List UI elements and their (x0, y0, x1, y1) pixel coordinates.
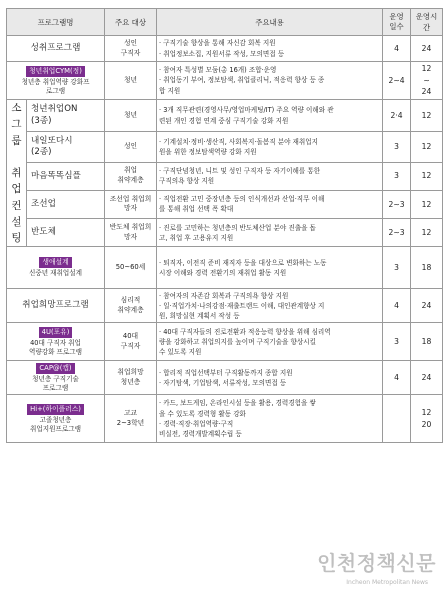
program-table (6, 8, 443, 443)
header-content: 주요내용 (157, 9, 383, 36)
time-cell: 12 (411, 132, 443, 162)
count-cell (383, 395, 411, 443)
program-name: 내일또다시 (2종) (31, 135, 73, 157)
content-cell (157, 395, 383, 443)
content-line: 원을 위한 정보탐색역량 강화 지원 (159, 147, 257, 156)
content-line: · 3개 직무관련(경영사무/영업마케팅/IT) 주요 역량 이해와 관 (159, 106, 334, 115)
target-cell: 청년 (105, 100, 157, 132)
content-line: 을 수 있도록 경력형 활동 강화 (159, 409, 246, 418)
content-line: 를 통해 취업 선택 폭 확대 (159, 205, 234, 214)
program-name: 마음똑똑심플 (31, 170, 81, 181)
content-line: · 자기탐색, 기업탐색, 서류작성, 모의면접 등 (159, 378, 287, 387)
content-line: · 직업전환 고민 중장년층 등의 인식개선과 산업·직무 이해 (159, 195, 325, 204)
count-cell: 3 (383, 162, 411, 190)
count-cell: 4 (383, 36, 411, 62)
time-cell: 18 (411, 247, 443, 289)
content-line: 량을 강화하고 취업의지를 높이며 구직기술을 향상시킬 (159, 337, 316, 346)
content-line: · 일·직업가치·나의강점·재출트랜드 이해, 대인관계향상 지 (159, 301, 325, 310)
content-line: · 취업동기 부여, 정보탐색, 취업클리닉, 적응력 향상 등 종 (159, 76, 325, 85)
target-cell: 50~60세 (105, 247, 157, 289)
target-cell: 청년 (105, 62, 157, 100)
count-cell: 3 (383, 323, 411, 361)
content-cell (157, 247, 383, 289)
table-row (7, 219, 443, 247)
header-count: 운영 일수 (383, 9, 411, 36)
program-highlight-label: 4U(포유) (39, 327, 73, 338)
program-highlight-label: 생애설계 (39, 257, 71, 268)
content-cell (157, 289, 383, 323)
content-line: 시장 이해와 경력 전환기의 재취업 활동 지원 (159, 268, 287, 277)
content-line: · 카드, 보드게임, 온라인시설 등을 활용, 경력경험을 쌓 (159, 399, 316, 408)
target-cell: 심리적 취약계층 (105, 289, 157, 323)
content-line: · 참여자의 자존감 회복과 구직의욕 향상 지원 (159, 291, 289, 300)
target-cell: 반도체 취업희 망자 (105, 219, 157, 247)
count-cell: 2·4 (383, 100, 411, 132)
content-line: · 구직단념청년, 니트 및 성인 구직자 등 자기이해를 통한 (159, 166, 321, 175)
target-cell: 취업희망 청년층 (105, 361, 157, 395)
content-line: 합 지원 (159, 86, 181, 95)
header-time: 운영시간 (411, 9, 443, 36)
program-highlight-label: CAP@(캡) (36, 363, 74, 374)
program-name-cell (27, 132, 105, 162)
target-cell: 취업 취약계층 (105, 162, 157, 190)
count-cell: 2~3 (383, 190, 411, 218)
header-row (7, 9, 443, 36)
program-name: 청년층 취업역량 강화프 로그램 (21, 77, 90, 95)
content-line: · 구직기술 향상을 통해 자신감 회복 지원 (159, 39, 276, 48)
content-cell (157, 219, 383, 247)
count-cell: 2~3 (383, 219, 411, 247)
content-line: 구직의욕 향상 지원 (159, 177, 215, 186)
target-cell: 40대 구직자 (105, 323, 157, 361)
program-name-cell (27, 100, 105, 132)
count-cell: 2~4 (383, 62, 411, 100)
program-name: 조선업 (31, 198, 56, 209)
content-line: 수 있도록 지원 (159, 348, 202, 356)
program-name-cell (27, 219, 105, 247)
program-name: 취업희망프로그램 (22, 300, 89, 311)
content-cell (157, 36, 383, 62)
time-cell: 24 (411, 361, 443, 395)
content-line: · 경력·직장·취업역량·구직 (159, 419, 234, 428)
program-name-cell (7, 36, 105, 62)
program-name-cell (7, 361, 105, 395)
time-cell: 18 (411, 323, 443, 361)
time-cell: 12 (411, 219, 443, 247)
program-name: 청년취업ON (3종) (31, 104, 78, 126)
content-line: 비실전, 경력개발계획수립 등 (159, 430, 242, 439)
content-line: · 참여자 특성별 모둠(총 16개) 조합·운영 (159, 66, 277, 75)
content-cell (157, 190, 383, 218)
target-cell: 조선업 취업희 망자 (105, 190, 157, 218)
content-line: · 퇴직자, 이전직 준비 재직자 등을 대상으로 변화하는 노동 (159, 258, 327, 267)
content-cell (157, 132, 383, 162)
program-name-cell (7, 395, 105, 443)
table-row (7, 289, 443, 323)
header-target: 주요 대상 (105, 9, 157, 36)
table-row (7, 323, 443, 361)
time-cell: 12 (411, 190, 443, 218)
table-row (7, 162, 443, 190)
table-row (7, 132, 443, 162)
content-cell (157, 323, 383, 361)
content-cell (157, 62, 383, 100)
program-name-cell (27, 190, 105, 218)
target-cell: 고교 2~3학년 (105, 395, 157, 443)
time-cell: 24 (411, 36, 443, 62)
time-cell: 12 ~ 24 (411, 62, 443, 100)
program-name-cell (27, 162, 105, 190)
group-label: 소 그 룹 취 업 컨 설 팅 (7, 100, 27, 247)
program-name: 성취프로그램 (30, 42, 81, 53)
table-row (7, 395, 443, 443)
table-row (7, 100, 443, 132)
content-line: · 합리적 직업선택부터 구직활동까지 종합 지원 (159, 368, 293, 377)
count-cell: 4 (383, 289, 411, 323)
content-cell (157, 100, 383, 132)
count-cell: 4 (383, 361, 411, 395)
program-name-cell (7, 323, 105, 361)
time-cell: 12 (411, 162, 443, 190)
program-highlight-label: Hi+(하이플러스) (27, 404, 84, 415)
time-cell: 12 20 (411, 395, 443, 443)
content-line: · 진로를 고민하는 청년층의 반도체산업 분야 진출을 돕 (159, 223, 316, 232)
content-line: 고, 취업 후 고용유지 지원 (159, 233, 234, 242)
count-cell: 3 (383, 247, 411, 289)
program-name: 반도체 (31, 227, 56, 238)
content-line: 원, 희망실현 계획서 작성 등 (159, 312, 240, 320)
watermark-logo: 인천정책신문 (317, 551, 436, 575)
content-line: · 취업정보소집, 지원서류 작성, 모의면접 등 (159, 49, 285, 58)
count-cell: 3 (383, 132, 411, 162)
target-cell: 성인 (105, 132, 157, 162)
time-cell: 24 (411, 289, 443, 323)
table-row (7, 36, 443, 62)
header-program: 프로그램명 (7, 9, 105, 36)
content-cell (157, 361, 383, 395)
program-name: 고졸청년층 취업지원프로그램 (30, 416, 81, 433)
table-row (7, 361, 443, 395)
program-name-cell (7, 62, 105, 100)
table-row (7, 247, 443, 289)
table-row (7, 190, 443, 218)
target-cell: 성인 구직자 (105, 36, 157, 62)
program-name: 40대 구직자 취업 역량강화 프로그램 (28, 339, 83, 356)
program-name-cell (7, 289, 105, 323)
content-line: · 40대 구직자들의 진로전환과 적응능력 향상을 위해 심리역 (159, 327, 331, 336)
table-row (7, 62, 443, 100)
program-highlight-label: 청년취업CYM(정) (26, 66, 85, 77)
content-line: · 기계설치·정비·생산직, 사회복지·돌봄직 분야 재취업지 (159, 137, 319, 146)
program-name-cell (7, 247, 105, 289)
content-cell (157, 162, 383, 190)
watermark-subtitle: Incheon Metropolitan News (346, 579, 428, 586)
program-name: 청년층 구직기술 프로그램 (32, 375, 79, 392)
content-line: 련된 개인 경험 연계 중심 구직기술 강화 지원 (159, 116, 289, 125)
program-name: 신중년 재취업설계 (28, 269, 83, 278)
time-cell: 12 (411, 100, 443, 132)
